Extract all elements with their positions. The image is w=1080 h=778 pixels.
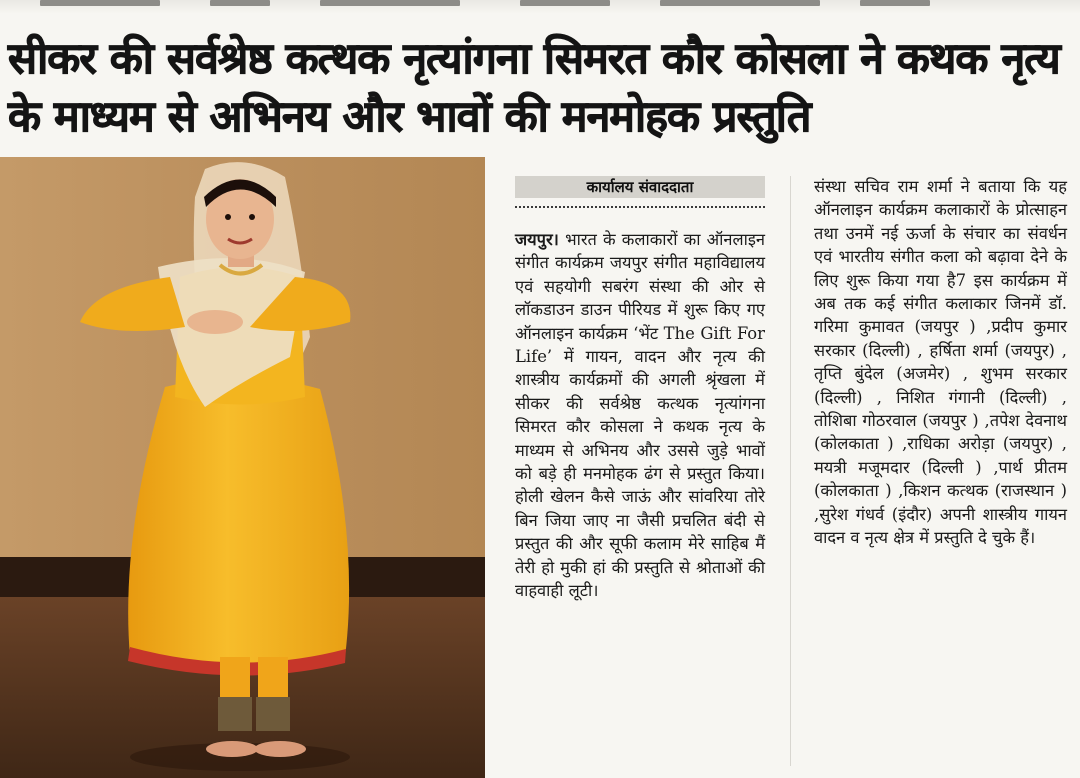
previous-article-edge xyxy=(0,0,1080,14)
dancer-photo xyxy=(0,157,485,778)
article-headline: सीकर की सर्वश्रेष्ठ कत्थक नृत्यांगना सिमरत कौर कोसला ने कथक नृत्य के माध्यम से अभिनय और भावों की मनमोहक प्रस्तुति xyxy=(8,34,1060,142)
column-2-body: संस्था सचिव राम शर्मा ने बताया कि यह ऑनलाइन कार्यक्रम कलाकारों के प्रोत्साहन तथा उनमें नई ऊर्जा के संचार का संवर्धन एवं भारतीय संगीत कला को बढ़ावा देने के लिए शुरू किया गया है7 इस कार्यक्रम में अब तक कई संगीत कलाकार जिनमें डॉ. गरिमा कुमावत (जयपुर ) ,प्रदीप कुमार सरकार (दिल्ली) , हर्षिता शर्मा (जयपुर) , तृप्ति बुंदेल (अजमेर) , शुभम सरकार (दिल्ली) , निशित गंगानी (दिल्ली) , तोशिबा गोठरवाल (जयपुर ) ,तपेश देवनाथ (कोलकाता ) ,राधिका अरोड़ा (जयपुर) , मयत्री मजूमदार (दिल्ली ) ,पार्थ प्रीतम (कोलकाता ) ,किशन कत्थक (राजस्थान ) ,सुरेश गंधर्व (इंदौर) अपनी शास्त्रीय गायन वादन व नृत्य क्षेत्र में प्रस्तुति दे चुके हैं। xyxy=(814,177,1067,548)
article-column-1 xyxy=(515,228,765,603)
column-1-body: भारत के कलाकारों का ऑनलाइन संगीत कार्यक्रम जयपुर संगीत महाविद्यालय एवं सहयोगी सबरंग संस्था की ओर से लॉकडाउन डाउन पीरियड में शुरू किए गए ऑनलाइन कार्यक्रम ‘भेंट The Gift For Life’ में गायन, वादन और नृत्य की शास्त्रीय कार्यक्रमों की अगली श्रृंखला में सीकर की सर्वश्रेष्ठ कत्थक नृत्यांगना सिमरत कौर कोसला ने कथक नृत्य के माध्यम से अभिनय और उससे जुड़े भावों को बड़े ही मनमोहक ढंग से प्रस्तुत किया। होली खेलन कैसे जाऊं और सांवरिया तोरे बिन जिया जाए ना जैसी प्रचलित बंदी से प्रस्तुत की और सूफी कलाम मेरे साहिब मैं तेरी हो मुकी हां की प्रस्तुति से श्रोताओं की वाहवाही लूटी। xyxy=(515,230,765,601)
kathak-dancer-illustration xyxy=(0,157,485,778)
dotted-separator xyxy=(515,206,765,208)
dateline: जयपुर। xyxy=(515,230,559,249)
byline: कार्यालय संवाददाता xyxy=(515,176,765,198)
article-column-2 xyxy=(814,175,1067,550)
column-divider xyxy=(790,176,791,766)
